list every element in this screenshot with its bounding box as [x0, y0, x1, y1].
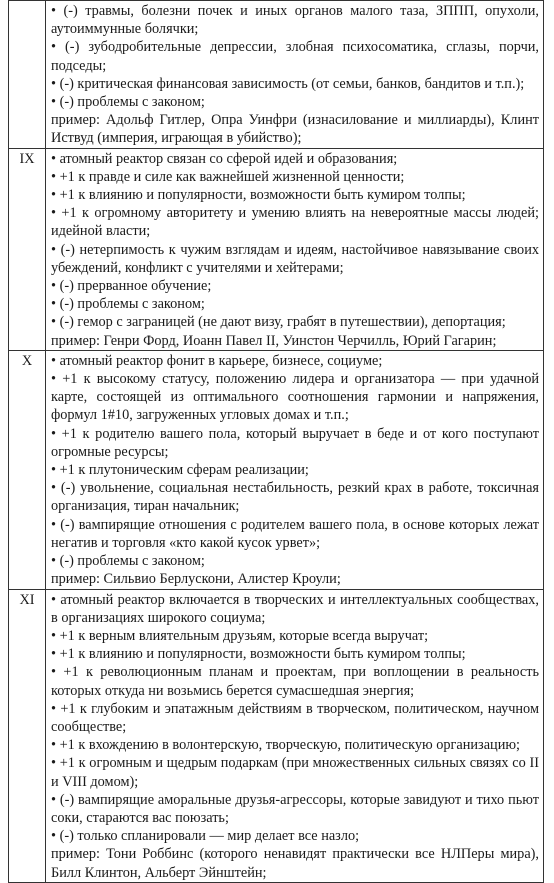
bullet-item: • +1 к огромному авторитету и умению влиять на невероятные массы людей; идейной власти;: [51, 205, 539, 240]
bullet-item: • (-) увольнение, социальная нестабильность, резкий крах в работе, токсичная организация, тиран начальник;: [51, 480, 539, 515]
bullet-item: • атомный реактор включается в творческих и интеллектуальных сообществах, в организациях широкого социума;: [51, 591, 539, 626]
bullet-item: • +1 к родителю вашего пола, который выручает в беде и от кого поступают огромные ресурсы;: [51, 425, 539, 460]
house-description-cell: [46, 1, 544, 149]
bullet-item: • (-) проблемы с законом;: [51, 553, 205, 570]
bullet-item: • (-) проблемы с законом;: [51, 296, 205, 313]
example-line: пример: Тони Роббинс (которого ненавидят практически все НЛПеры мира), Билл Клинтон, Альберт Эйнштейн;: [51, 846, 539, 881]
table-row: [9, 350, 544, 589]
bullet-item: • +1 к влиянию и популярности, возможности быть кумиром толпы;: [51, 187, 466, 204]
bullet-item: • (-) прерванное обучение;: [51, 278, 212, 295]
bullet-item: • атомный реактор связан со сферой идей и образования;: [51, 150, 398, 167]
house-number-cell: IX: [9, 148, 46, 350]
table-row: [9, 1, 544, 149]
table-row: [9, 589, 544, 882]
bullet-item: • (-) гемор с заграницей (не дают визу, грабят в путешествии), депортация;: [51, 314, 506, 331]
house-description-cell: [46, 350, 544, 589]
bullet-item: • (-) критическая финансовая зависимость (от семьи, банков, бандитов и т.п.);: [51, 75, 525, 92]
bullet-item: • +1 к высокому статусу, положению лидера и организатора — при удачной карте, состоящей из оптимального соотношения гармонии и напряжения, формул 1#10, загруженных угловых домах и т.п.;: [51, 371, 539, 424]
bullet-item: • (-) зубодробительные депрессии, злобная психосоматика, сглазы, порчи, подседы;: [51, 39, 539, 74]
example-line: пример: Сильвио Берлускони, Алистер Кроули;: [51, 571, 341, 588]
bullet-item: • (-) вампирящие отношения с родителем вашего пола, в основе которых лежат негатив и торговля «кто какой кусок урвет»;: [51, 516, 539, 551]
bullet-item: • +1 к влиянию и популярности, возможности быть кумиром толпы;: [51, 646, 466, 663]
bullet-item: • +1 к революционным планам и проектам, при воплощении в реальность которых откуда ни возьмись берется сумасшедшая энергия;: [51, 664, 539, 699]
bullet-item: • (-) нетерпимость к чужим взглядам и идеям, настойчивое навязывание своих убеждений, конфликт с учителями и хейтерами;: [51, 241, 539, 276]
example-line: пример: Генри Форд, Иоанн Павел II, Уинстон Черчилль, Юрий Гагарин;: [51, 332, 497, 349]
house-description-cell: [46, 148, 544, 350]
bullet-item: • (-) только спланировали — мир делает все назло;: [51, 828, 360, 845]
bullet-item: • (-) вампирящие аморальные друзья-агрессоры, которые завидуют и тихо пьют соки, стараются вас поюзать;: [51, 791, 539, 826]
astrology-houses-table: [8, 0, 544, 883]
bullet-item: • атомный реактор фонит в карьере, бизнесе, социуме;: [51, 352, 383, 369]
bullet-item: • (-) проблемы с законом;: [51, 94, 205, 111]
table-body: [9, 1, 544, 883]
bullet-item: • +1 к глубоким и эпатажным действиям в творческом, политическом, научном сообществе;: [51, 700, 539, 735]
table-row: [9, 148, 544, 350]
bullet-item: • +1 к плутоническим сферам реализации;: [51, 462, 309, 479]
bullet-item: • +1 к огромным и щедрым подаркам (при множественных сильных связях со II и VIII домом);: [51, 755, 539, 790]
bullet-item: • +1 к вхождению в волонтерскую, творческую, политическую организацию;: [51, 737, 521, 754]
house-number-cell: X: [9, 350, 46, 589]
bullet-item: • +1 к правде и силе как важнейшей жизненной ценности;: [51, 168, 405, 185]
house-number-cell: [9, 1, 46, 149]
bullet-item: • +1 к верным влиятельным друзьям, которые всегда выручат;: [51, 627, 429, 644]
example-line: пример: Адольф Гитлер, Опра Уинфри (изнасилование и миллиарды), Клинт Иствуд (империя, играющая в убийство);: [51, 112, 539, 147]
house-description-cell: [46, 589, 544, 882]
bullet-item: • (-) травмы, болезни почек и иных органов малого таза, ЗППП, опухоли, аутоиммунные болячки;: [51, 3, 539, 38]
house-number-cell: XI: [9, 589, 46, 882]
